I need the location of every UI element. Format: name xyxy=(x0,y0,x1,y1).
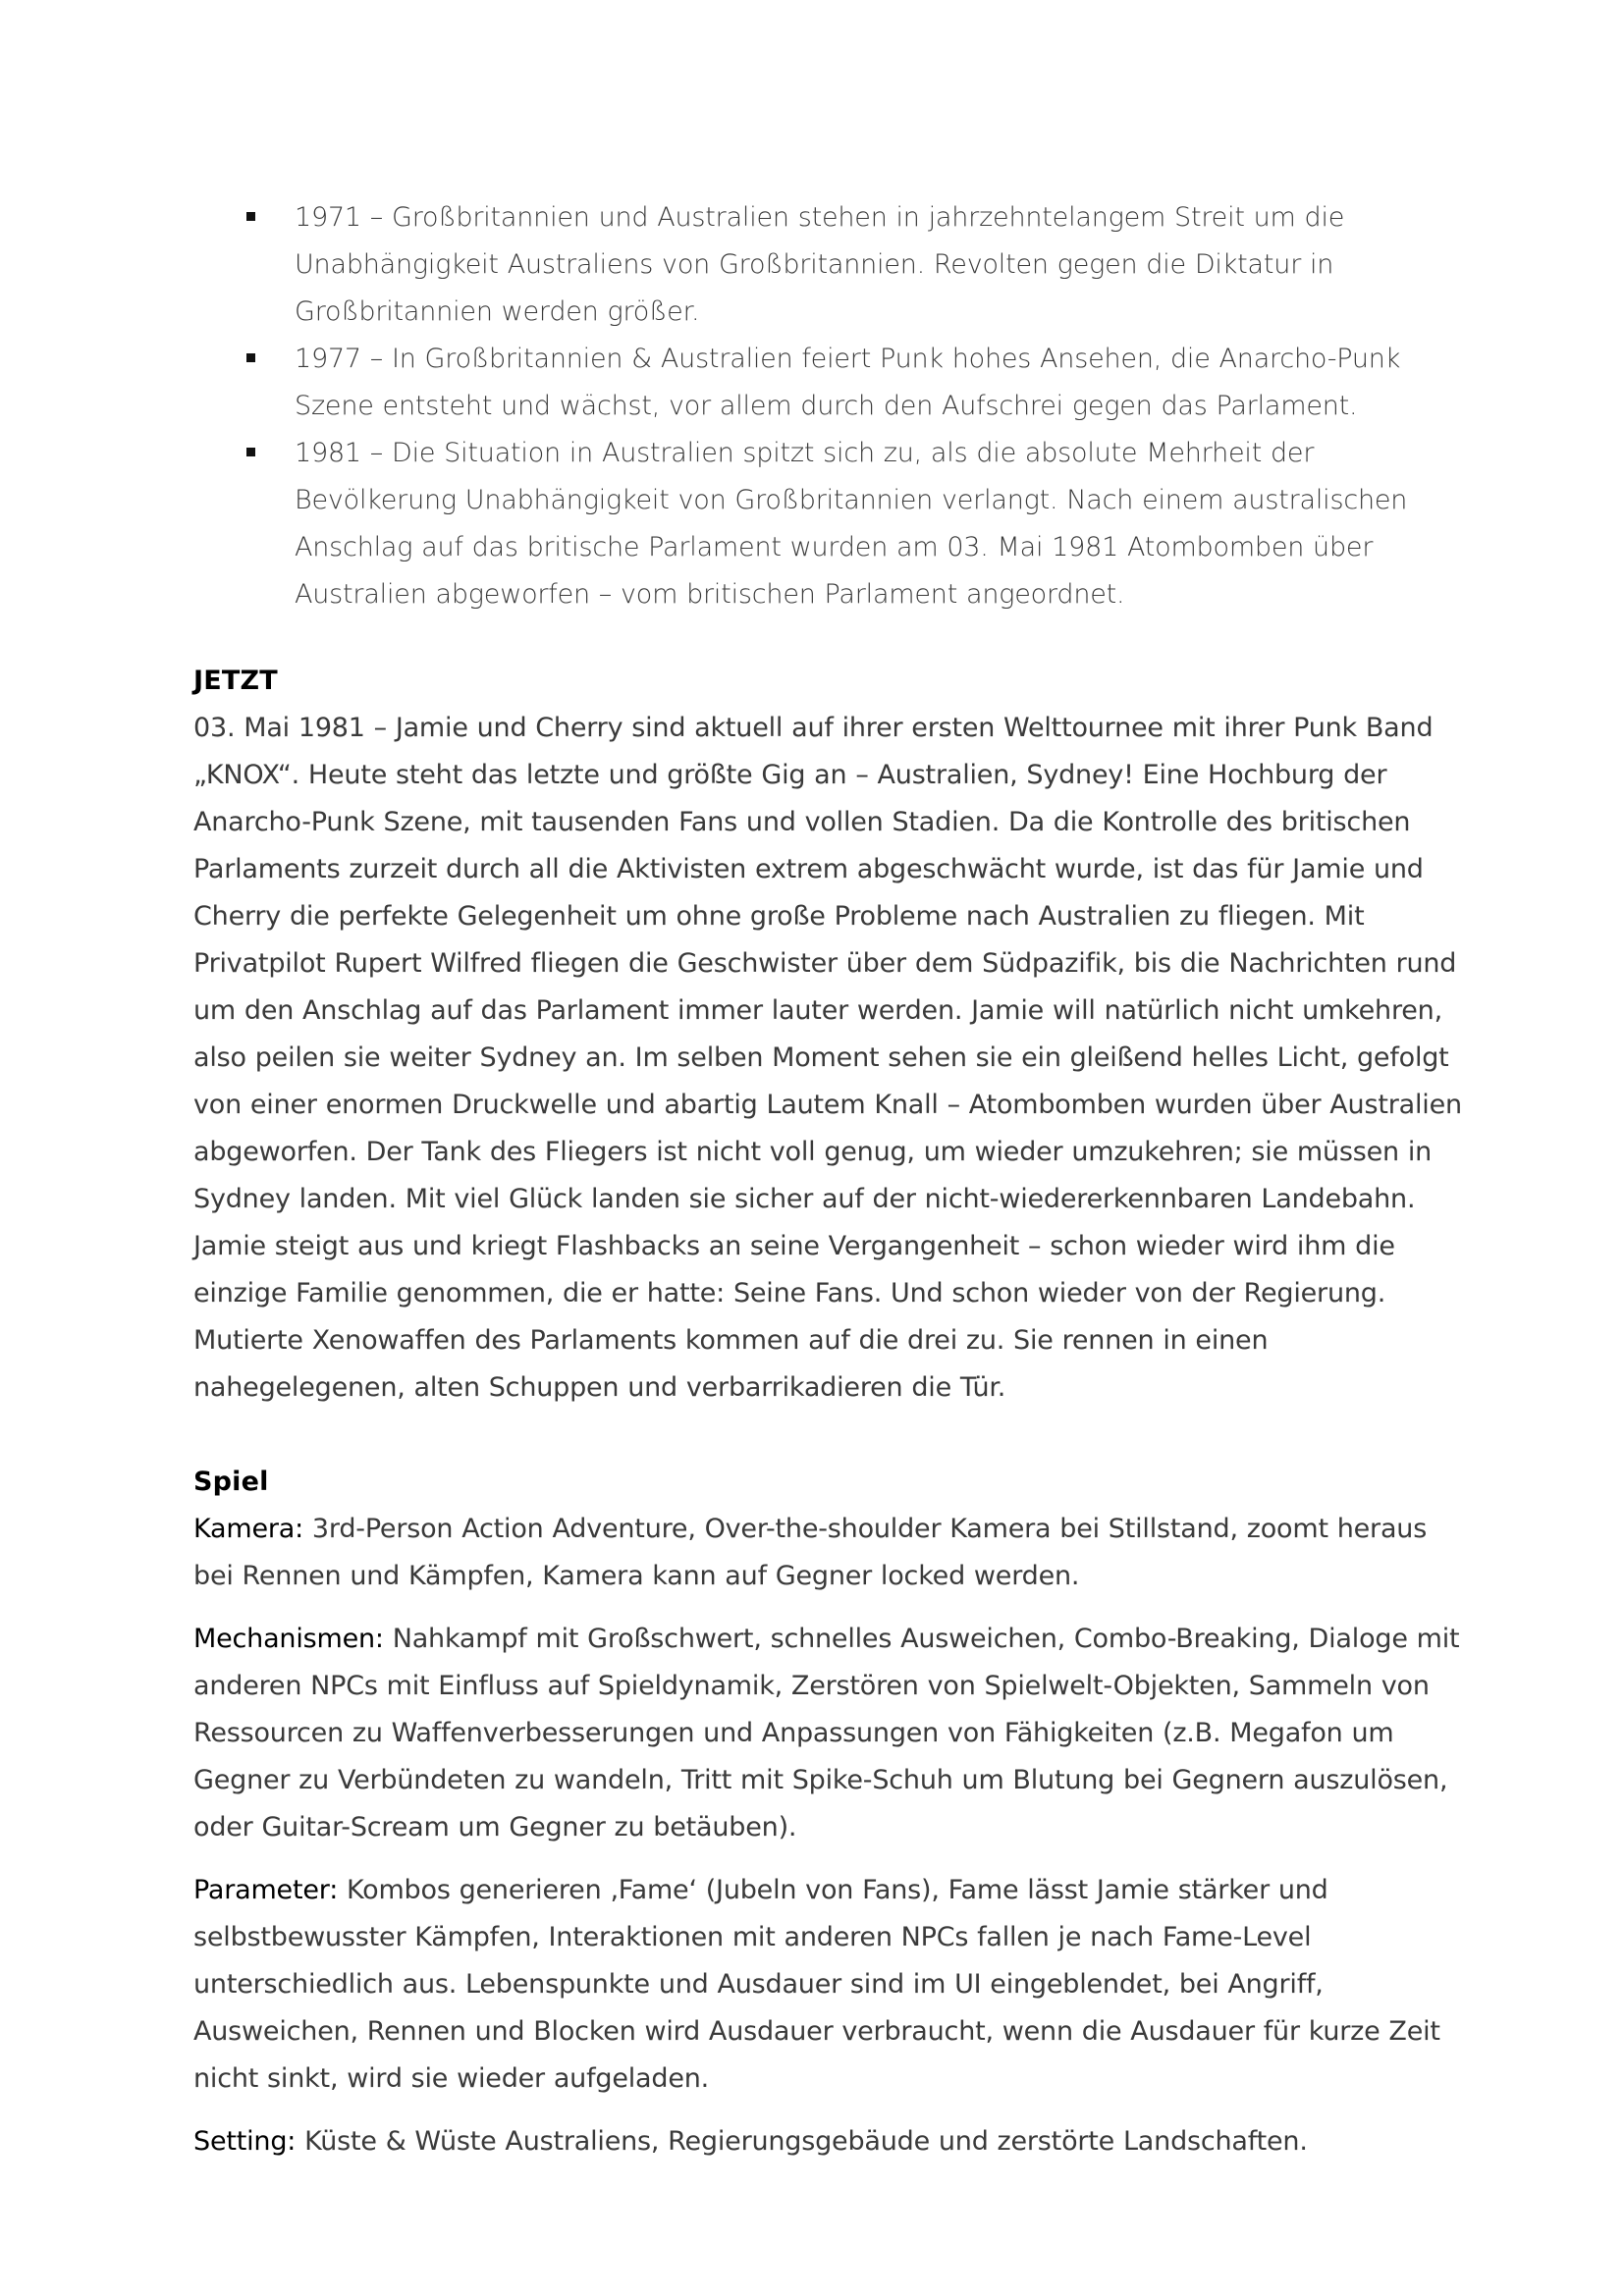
setting-text: Küste & Wüste Australiens, Regierungsgebäude und zerstörte Landschaften. xyxy=(296,2126,1308,2157)
document-page xyxy=(193,194,1470,2165)
timeline-item-text: 1971 – Großbritannien und Australien stehen in jahrzehntelangem Streit um die Unabhängigkeit Australiens von Großbritannien. Revolten gegen die Diktatur in Großbritannien werden größer. xyxy=(295,202,1345,327)
parameter-label: Parameter: xyxy=(193,1875,339,1905)
mechanismen-label: Mechanismen: xyxy=(193,1624,384,1654)
timeline-item-1981 xyxy=(193,430,1470,618)
spiel-setting-paragraph xyxy=(193,2118,1470,2165)
timeline-item-text: 1977 – In Großbritannien & Australien feiert Punk hohes Ansehen, die Anarcho-Punk Szene entsteht und wächst, vor allem durch den Aufschrei gegen das Parlament. xyxy=(295,344,1401,421)
timeline-item-1971 xyxy=(193,194,1470,336)
spiel-kamera-paragraph xyxy=(193,1506,1470,1600)
square-bullet-icon xyxy=(246,448,255,456)
kamera-text: 3rd-Person Action Adventure, Over-the-shoulder Kamera bei Stillstand, zoomt heraus bei Rennen und Kämpfen, Kamera kann auf Gegner locked werden. xyxy=(193,1514,1428,1591)
timeline-list xyxy=(193,194,1470,618)
mechanismen-text: Nahkampf mit Großschwert, schnelles Ausweichen, Combo-Breaking, Dialoge mit anderen NPCs mit Einfluss auf Spieldynamik, Zerstören von Spielwelt-Objekten, Sammeln von Ressourcen zu Waffenverbesserungen und Anpassungen von Fähigkeiten (z.B. Megafon um Gegner zu Verbündeten zu wandeln, Tritt mit Spike-Schuh um Blutung bei Gegnern auszulösen, oder Guitar-Scream um Gegner zu betäuben). xyxy=(193,1624,1460,1842)
spiel-mechanismen-paragraph xyxy=(193,1616,1470,1851)
timeline-item-text: 1981 – Die Situation in Australien spitzt sich zu, als die absolute Mehrheit der Bevölkerung Unabhängigkeit von Großbritannien verlangt. Nach einem australischen Anschlag auf das britische Parlament wurden am 03. Mai 1981 Atombomben über Australien abgeworfen – vom britischen Parlament angeordnet. xyxy=(295,438,1408,610)
kamera-label: Kamera: xyxy=(193,1514,304,1544)
setting-label: Setting: xyxy=(193,2126,297,2157)
timeline-item-1977 xyxy=(193,336,1470,430)
square-bullet-icon xyxy=(246,212,255,221)
jetzt-heading: JETZT xyxy=(193,666,278,696)
spiel-heading: Spiel xyxy=(193,1467,269,1497)
parameter-text: Kombos generieren ‚Fame‘ (Jubeln von Fans), Fame lässt Jamie stärker und selbstbewusster Kämpfen, Interaktionen mit anderen NPCs fallen je nach Fame-Level unterschiedlich aus. Lebenspunkte und Ausdauer sind im UI eingeblendet, bei Angriff, Ausweichen, Rennen und Blocken wird Ausdauer verbraucht, wenn die Ausdauer für kurze Zeit nicht sinkt, wird sie wieder aufgeladen. xyxy=(193,1875,1440,2094)
jetzt-paragraph: 03. Mai 1981 – Jamie und Cherry sind aktuell auf ihrer ersten Welttournee mit ihrer Punk Band „KNOX“. Heute steht das letzte und größte Gig an – Australien, Sydney! Eine Hochburg der Anarcho-Punk Szene, mit tausenden Fans und vollen Stadien. Da die Kontrolle des britischen Parlaments zurzeit durch all die Aktivisten extrem abgeschwächt wurde, ist das für Jamie und Cherry die perfekte Gelegenheit um ohne große Probleme nach Australien zu fliegen. Mit Privatpilot Rupert Wilfred fliegen die Geschwister über dem Südpazifik, bis die Nachrichten rund um den Anschlag auf das Parlament immer lauter werden. Jamie will natürlich nicht umkehren, also peilen sie weiter Sydney an. Im selben Moment sehen sie ein gleißend helles Licht, gefolgt von einer enormen Druckwelle und abartig Lautem Knall – Atombomben wurden über Australien abgeworfen. Der Tank des Fliegers ist nicht voll genug, um wieder umzukehren; sie müssen in Sydney landen. Mit viel Glück landen sie sicher auf der nicht-wiedererkennbaren Landebahn. Jamie steigt aus und kriegt Flashbacks an seine Vergangenheit – schon wieder wird ihm die einzige Familie genommen, die er hatte: Seine Fans. Und schon wieder von der Regierung. Mutierte Xenowaffen des Parlaments kommen auf die drei zu. Sie rennen in einen nahegelegenen, alten Schuppen und verbarrikadieren die Tür. xyxy=(193,713,1462,1403)
spiel-parameter-paragraph xyxy=(193,1867,1470,2103)
square-bullet-icon xyxy=(246,353,255,362)
